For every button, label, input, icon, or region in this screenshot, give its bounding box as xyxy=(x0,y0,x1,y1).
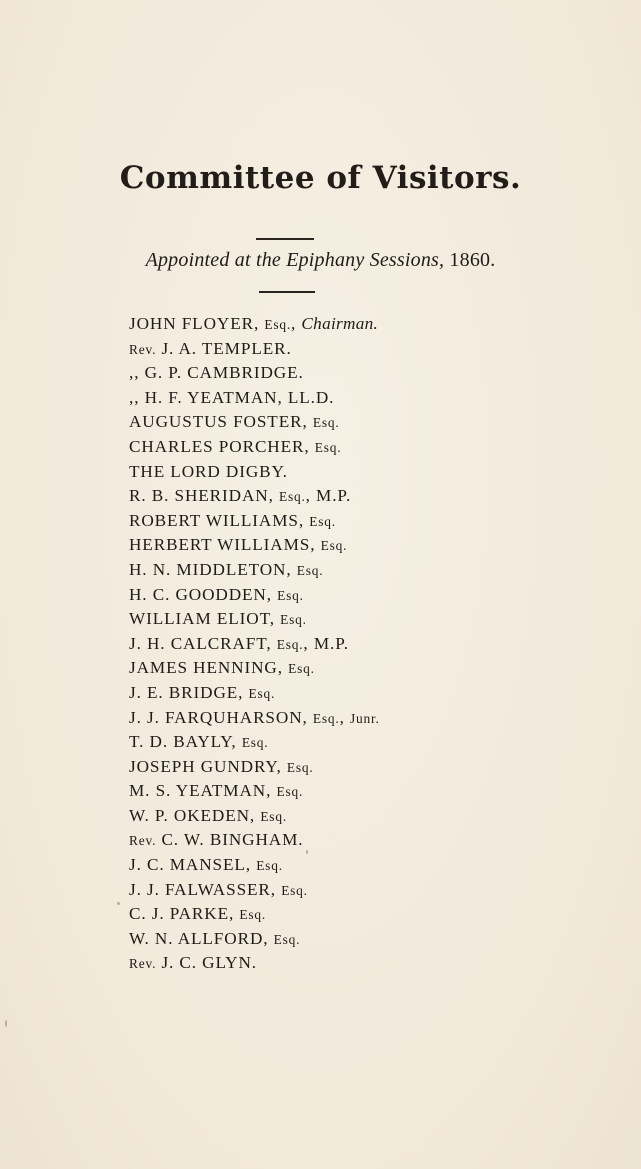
member-entry xyxy=(129,828,380,853)
member-entry xyxy=(129,312,380,337)
member-title-smallcaps: Esq. xyxy=(256,858,283,874)
member-title-smallcaps: Rev. xyxy=(129,956,157,972)
member-title-smallcaps: Esq. xyxy=(273,931,301,947)
member-entry xyxy=(129,755,380,780)
member-name-text: R. B. SHERIDAN, xyxy=(129,486,280,506)
member-title-smallcaps: Esq. xyxy=(239,907,267,923)
member-name-text: T. D. BAYLY, xyxy=(129,732,242,752)
member-entry xyxy=(129,337,380,362)
member-entry xyxy=(129,435,380,460)
page-title: Committee of Visitors. xyxy=(119,160,522,196)
member-title-smallcaps: Esq. xyxy=(260,808,287,824)
member-name-text: J. J. FALWASSER, xyxy=(129,879,282,899)
member-entry xyxy=(129,853,380,878)
member-name-text: J. C. MANSEL, xyxy=(129,855,257,875)
member-name-text: J. J. FARQUHARSON, xyxy=(129,707,313,727)
member-title-smallcaps: Esq. xyxy=(312,415,340,431)
member-name-text: , M.P. xyxy=(305,486,352,506)
member-entry xyxy=(129,878,380,903)
member-title-smallcaps: Esq. xyxy=(276,784,304,800)
divider-rule-bottom xyxy=(259,291,315,293)
subtitle xyxy=(0,249,641,272)
member-title-smallcaps: Esq. xyxy=(312,710,340,726)
member-title-smallcaps: Esq. xyxy=(264,317,292,332)
divider-rule-top xyxy=(256,238,314,240)
member-title-smallcaps: Esq. xyxy=(314,439,342,455)
member-name-text: C. J. PARKE, xyxy=(129,904,240,924)
member-title-smallcaps: Esq. xyxy=(279,489,306,505)
member-name-text: THE LORD DIGBY. xyxy=(129,461,288,481)
member-name-text: M. S. YEATMAN, xyxy=(129,781,277,801)
member-name-text: J. A. TEMPLER. xyxy=(156,338,292,358)
member-title-smallcaps: Esq. xyxy=(309,513,336,529)
subtitle-year: 1860. xyxy=(444,249,496,271)
member-entry xyxy=(129,681,380,706)
paper-speck xyxy=(5,1020,7,1027)
member-name-text: , xyxy=(291,314,302,333)
member-title-smallcaps: Esq. xyxy=(286,759,314,775)
member-name-text: JOHN FLOYER, xyxy=(129,314,265,333)
member-entry xyxy=(129,607,380,632)
member-entry xyxy=(129,656,380,681)
member-entry xyxy=(129,804,380,829)
member-name-text: W. P. OKEDEN, xyxy=(129,805,261,825)
subtitle-at-the: at the xyxy=(234,249,281,271)
member-entry xyxy=(129,902,380,927)
member-entry xyxy=(129,706,380,731)
paper-speck xyxy=(117,902,120,905)
member-title-smallcaps: Esq. xyxy=(241,735,269,751)
member-entry xyxy=(129,632,380,657)
subtitle-sessions: Epiphany Sessions, xyxy=(286,249,445,271)
member-title-smallcaps: Rev. xyxy=(129,833,157,849)
member-name-text: , M.P. xyxy=(303,633,349,653)
member-title-smallcaps: Junr. xyxy=(349,710,380,726)
paper-speck xyxy=(306,850,308,854)
member-entry xyxy=(129,509,380,534)
member-name-text: HERBERT WILLIAMS, xyxy=(129,535,321,555)
member-entry xyxy=(129,583,380,608)
member-title-smallcaps: Esq. xyxy=(320,538,348,554)
member-name-text: H. C. GOODDEN, xyxy=(129,584,278,604)
member-title-smallcaps: Esq. xyxy=(248,685,276,701)
member-name-text: JAMES HENNING, xyxy=(129,658,289,678)
member-role-italic: Chairman. xyxy=(301,314,379,333)
member-entry xyxy=(129,779,380,804)
member-name-text: AUGUSTUS FOSTER, xyxy=(129,412,313,432)
member-title-smallcaps: Esq. xyxy=(280,612,307,628)
member-name-text: , xyxy=(339,707,350,727)
member-name-text: ,, H. F. YEATMAN, LL.D. xyxy=(129,387,335,407)
member-title-smallcaps: Rev. xyxy=(129,341,157,357)
member-name-text: J. E. BRIDGE, xyxy=(129,682,249,702)
member-entry xyxy=(129,558,380,583)
member-title-smallcaps: Esq. xyxy=(277,587,304,603)
member-title-smallcaps: Esq. xyxy=(281,882,308,898)
member-title-smallcaps: Esq. xyxy=(296,562,324,578)
member-entry xyxy=(129,533,380,558)
member-name-text: W. N. ALLFORD, xyxy=(129,928,274,948)
member-entry xyxy=(129,730,380,755)
subtitle-appointed: Appointed xyxy=(145,249,230,271)
member-name-text: ,, G. P. CAMBRIDGE. xyxy=(129,363,304,383)
member-name-text: J. C. GLYN. xyxy=(156,953,257,973)
member-name-text: JOSEPH GUNDRY, xyxy=(129,756,287,776)
member-list xyxy=(129,312,380,976)
member-entry xyxy=(129,484,380,509)
member-name-text: ROBERT WILLIAMS, xyxy=(129,510,310,530)
member-title-smallcaps: Esq. xyxy=(276,636,304,652)
member-name-text: J. H. CALCRAFT, xyxy=(129,633,277,653)
member-entry xyxy=(129,361,380,386)
member-entry xyxy=(129,410,380,435)
member-name-text: CHARLES PORCHER, xyxy=(129,436,315,456)
member-name-text: WILLIAM ELIOT, xyxy=(129,609,281,629)
member-name-text: C. W. BINGHAM. xyxy=(156,830,304,850)
member-title-smallcaps: Esq. xyxy=(288,661,315,677)
member-entry xyxy=(129,951,380,976)
member-entry xyxy=(129,386,380,411)
member-entry xyxy=(129,460,380,485)
member-name-text: H. N. MIDDLETON, xyxy=(129,559,297,579)
member-entry xyxy=(129,927,380,952)
